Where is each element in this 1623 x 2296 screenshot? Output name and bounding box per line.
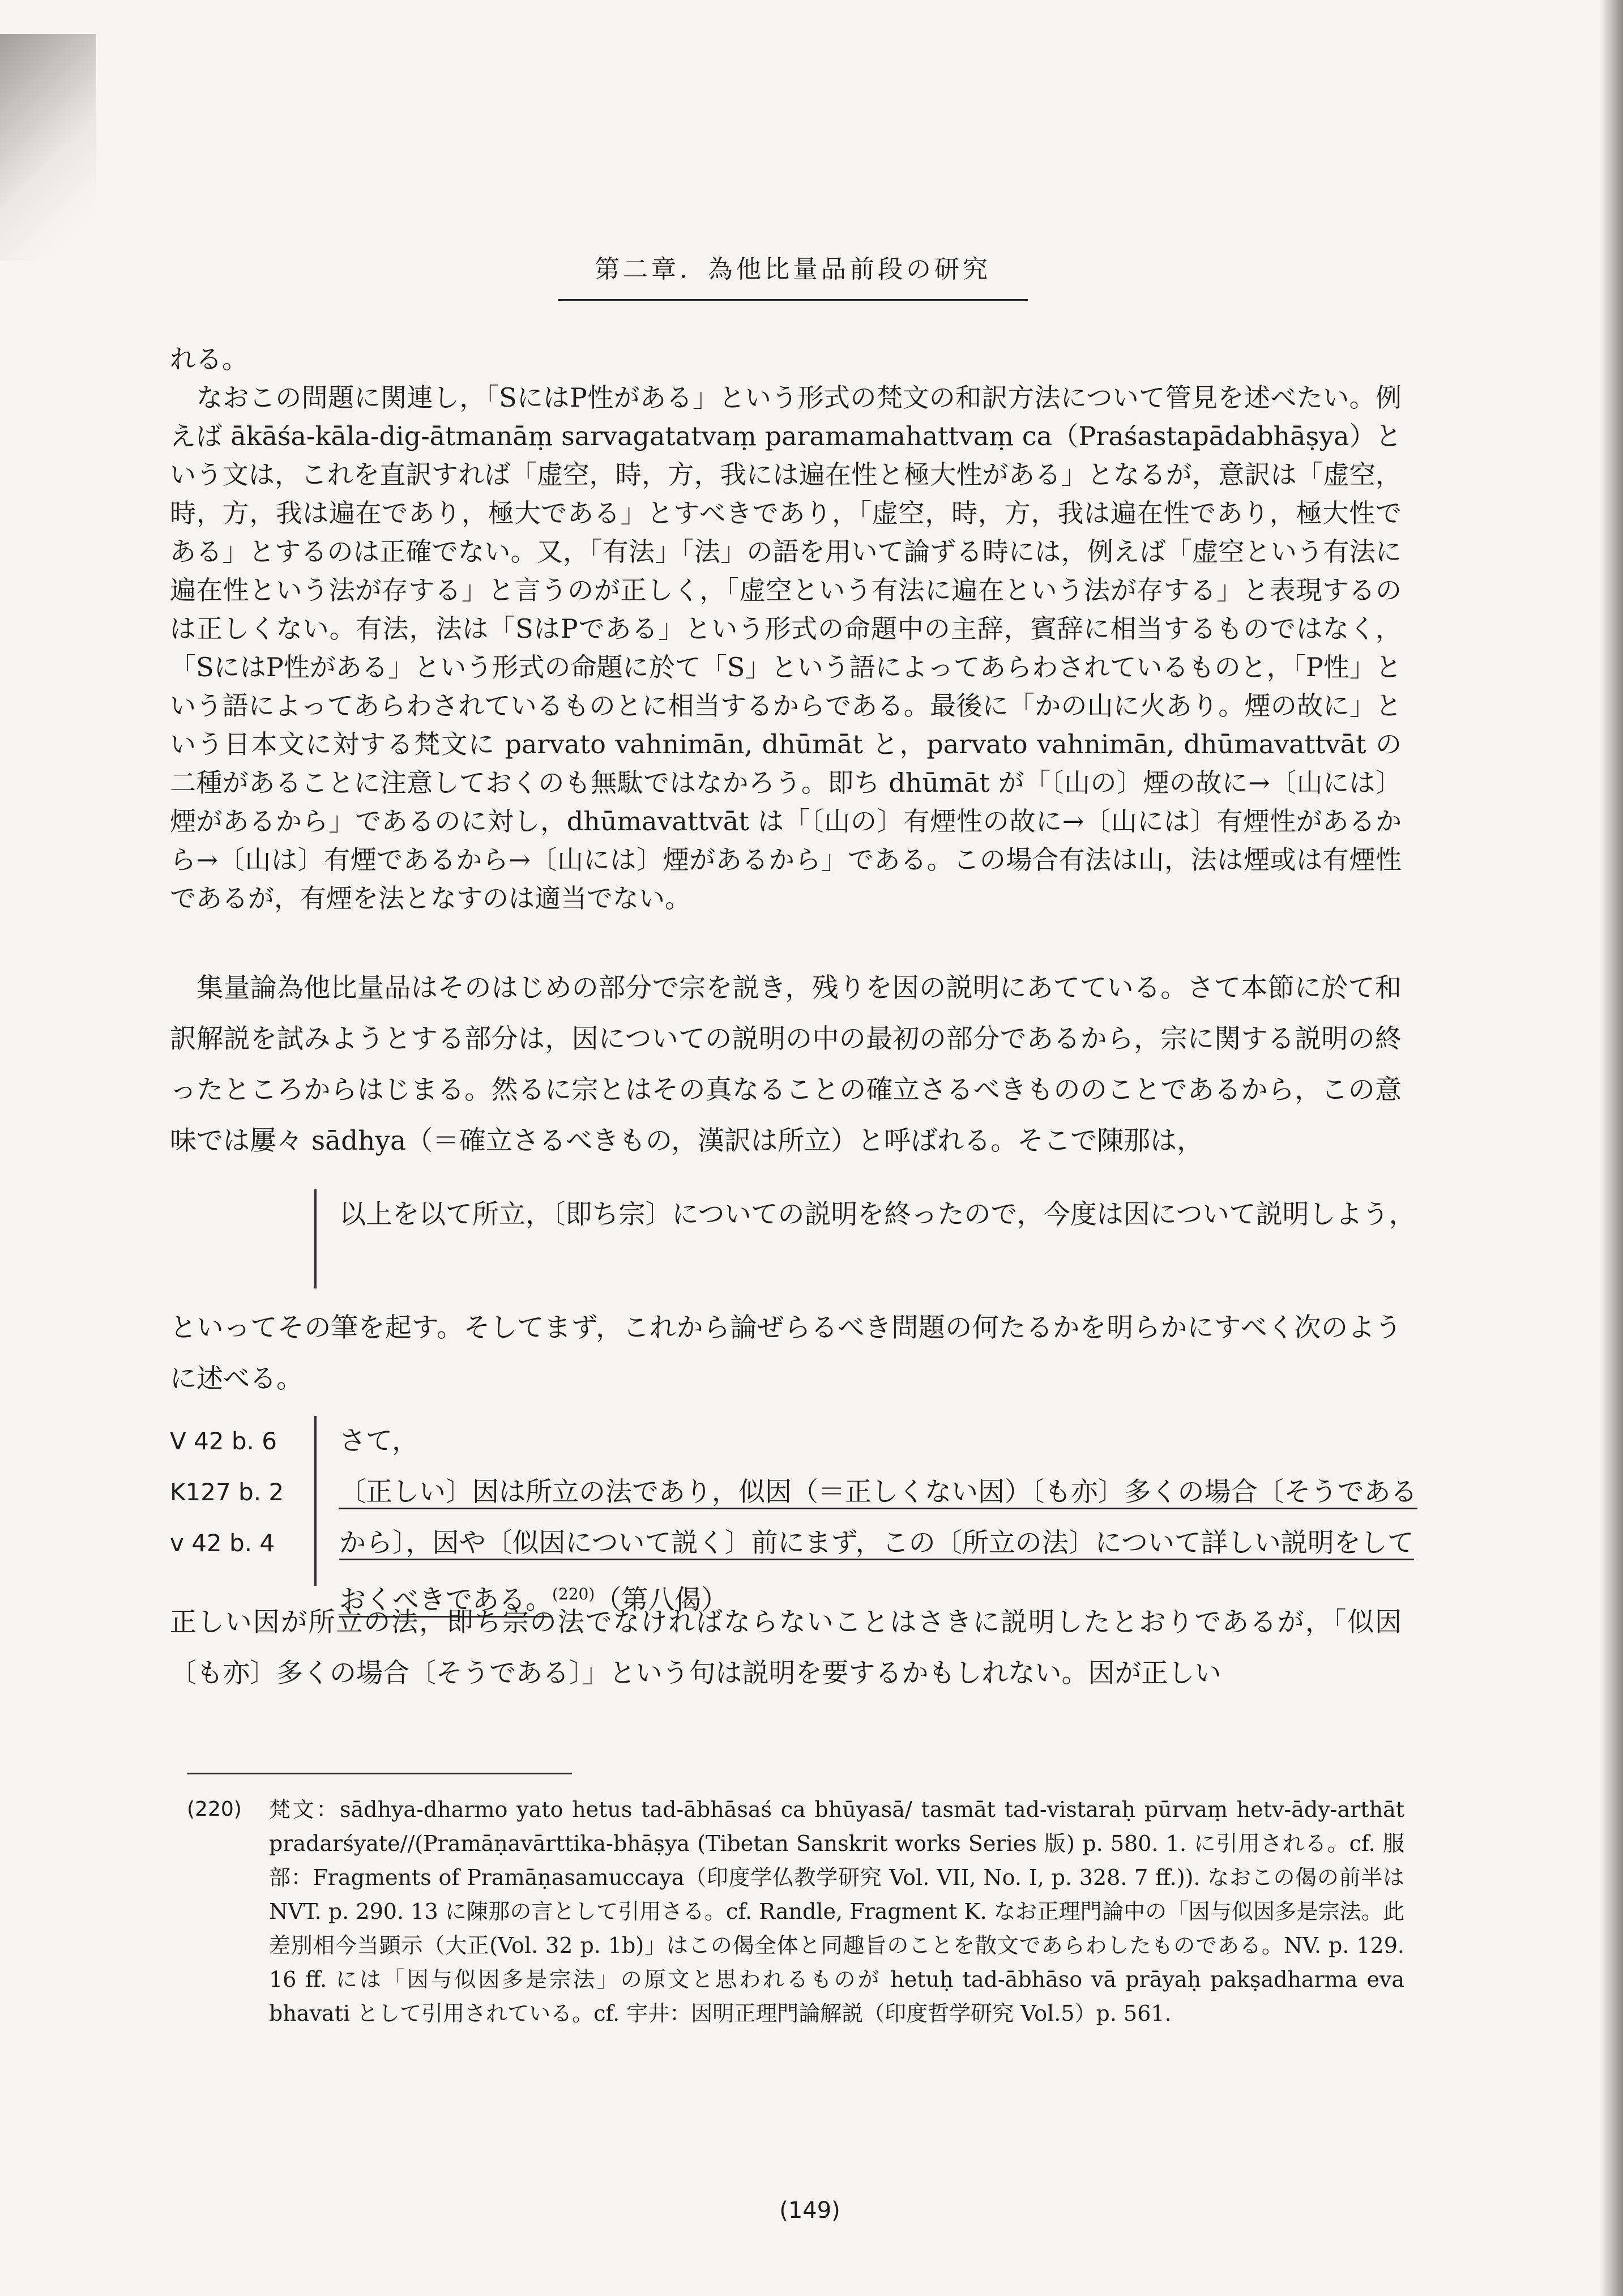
footnote-220	[187, 1793, 1404, 2030]
footnote-divider	[187, 1773, 572, 1774]
chapter-header: 第二章．為他比量品前段の研究	[558, 249, 1028, 301]
opening-line: れる。	[170, 344, 248, 374]
quote-text: 以上を以て所立，〔即ち宗〕についての説明を終ったので，今度は因について説明しよう，	[339, 1199, 1416, 1230]
paragraph-transition: といってその筆を起す。そしてまず，これから論ぜらるべき問題の何たるかを明らかにすべく次のように述べる。	[170, 1312, 1402, 1394]
verse-ref: K127 b. 2	[170, 1478, 284, 1506]
paragraph-after-verse: 正しい因が所立の法，即ち宗の法でなければならないことはさきに説明したとおりであるが，「似因〔も亦〕多くの場合〔そうである〕」という句は説明を要するかもしれない。因が正しい	[170, 1607, 1402, 1689]
page-number: (149)	[779, 2197, 840, 2224]
paragraph-intro: 集量論為他比量品はそのはじめの部分で宗を説き，残りを因の説明にあてている。さて本節に於て和訳解説を試みようとする部分は，因についての説明の中の最初の部分であるから，宗に関する説明の終ったところからはじまる。然るに宗とはその真なることの確立さるべきもののことであるから，この意味では屢々 sādhya（＝確立さるべきもの，漢訳は所立）と呼ばれる。そこで陳那は，	[170, 972, 1402, 1156]
verse-ref: V 42 b. 6	[170, 1427, 277, 1455]
verse-intro: さて，	[339, 1426, 419, 1457]
paragraph-translation-method: なおこの問題に関連し，「SにはP性がある」という形式の梵文の和訳方法について管見を述べたい。例えば ākāśa-kāla-dig-ātmanāṃ sarvagatatvaṃ paramamahattvaṃ ca（Praśastapādabhāṣya）という文は，これを直訳すれば「虚空，時，方，我には遍在性と極大性がある」となるが，意訳は「虚空，時，方，我は遍在であり，極大である」とすべきであり，「虚空，時，方，我は遍在性であり，極大性である」とするのは正確でない。又，「有法」「法」の語を用いて論ずる時には，例えば「虚空という有法に遍在性という法が存する」と言うのが正しく，「虚空という有法に遍在という法が存する」と表現するのは正しくない。有法，法は「SはPである」という形式の命題中の主辞，賓辞に相当するものではなく，「SにはP性がある」という形式の命題に於て「S」という語によってあらわされているものと，「P性」という語によってあらわされているものとに相当するからである。最後に「かの山に火あり。煙の故に」という日本文に対する梵文に parvato vahnimān, dhūmāt と，parvato vahnimān, dhūmavattvāt の二種があることに注意しておくのも無駄ではなかろう。即ち dhūmāt が「〔山の〕煙の故に→〔山には〕煙があるから」であるのに対し，dhūmavattvāt は「〔山の〕有煙性の故に→〔山には〕有煙性があるから→〔山は〕有煙であるから→〔山には〕煙があるから」である。この場合有法は山，法は煙或は有煙性であるが，有煙を法となすのは適当でない。	[170, 382, 1402, 914]
scan-edge-shadow	[0, 34, 96, 261]
scan-binding-edge	[1599, 0, 1623, 2296]
footnote-number: (220)	[187, 1798, 242, 1821]
footnote-ref: (220)	[552, 1585, 595, 1603]
verse-ref: v 42 b. 4	[170, 1529, 275, 1557]
verse-eight	[314, 1416, 1426, 1616]
verse-label: （第八偈）	[595, 1584, 728, 1616]
footnote-text: 梵文：sādhya-dharmo yato hetus tad-ābhāsaś ca bhūyasā/ tasmāt tad-vistaraḥ pūrvaṃ hetv-ādy-arthāt pradarśyate//(Pramāṇavārttika-bhāṣya (Tibetan Sanskrit works Series 版) p. 580. 1. に引用される。cf. 服部：Fragments of Pramāṇasamuccaya（印度学仏教学研究 Vol. VII, No. I, p. 328. 7 ff.)). なおこの偈の前半は NVT. p. 290. 13 に陳那の言として引用さる。cf. Randle, Fragment K. なお正理門論中の「因与似因多是宗法。此差別相今当顕示（大正(Vol. 32 p. 1b)」はこの偈全体と同趣旨のことを散文であらわしたものである。NV. p. 129. 16 ff. には「因与似因多是宗法」の原文と思われるものが hetuḥ tad-ābhāso vā prāyaḥ pakṣadharma eva bhavati として引用されている。cf. 宇井：因明正理門論解説（印度哲学研究 Vol.5）p. 561.	[269, 1797, 1404, 2026]
verse-body: 〔正しい〕因は所立の法であり，似因（＝正しくない因）〔も亦〕多くの場合〔そうであるから〕，因や〔似因について説く〕前にまず，この〔所立の法〕について詳しい説明をしておくべきである。	[339, 1476, 1417, 1616]
block-quote	[314, 1189, 1426, 1288]
